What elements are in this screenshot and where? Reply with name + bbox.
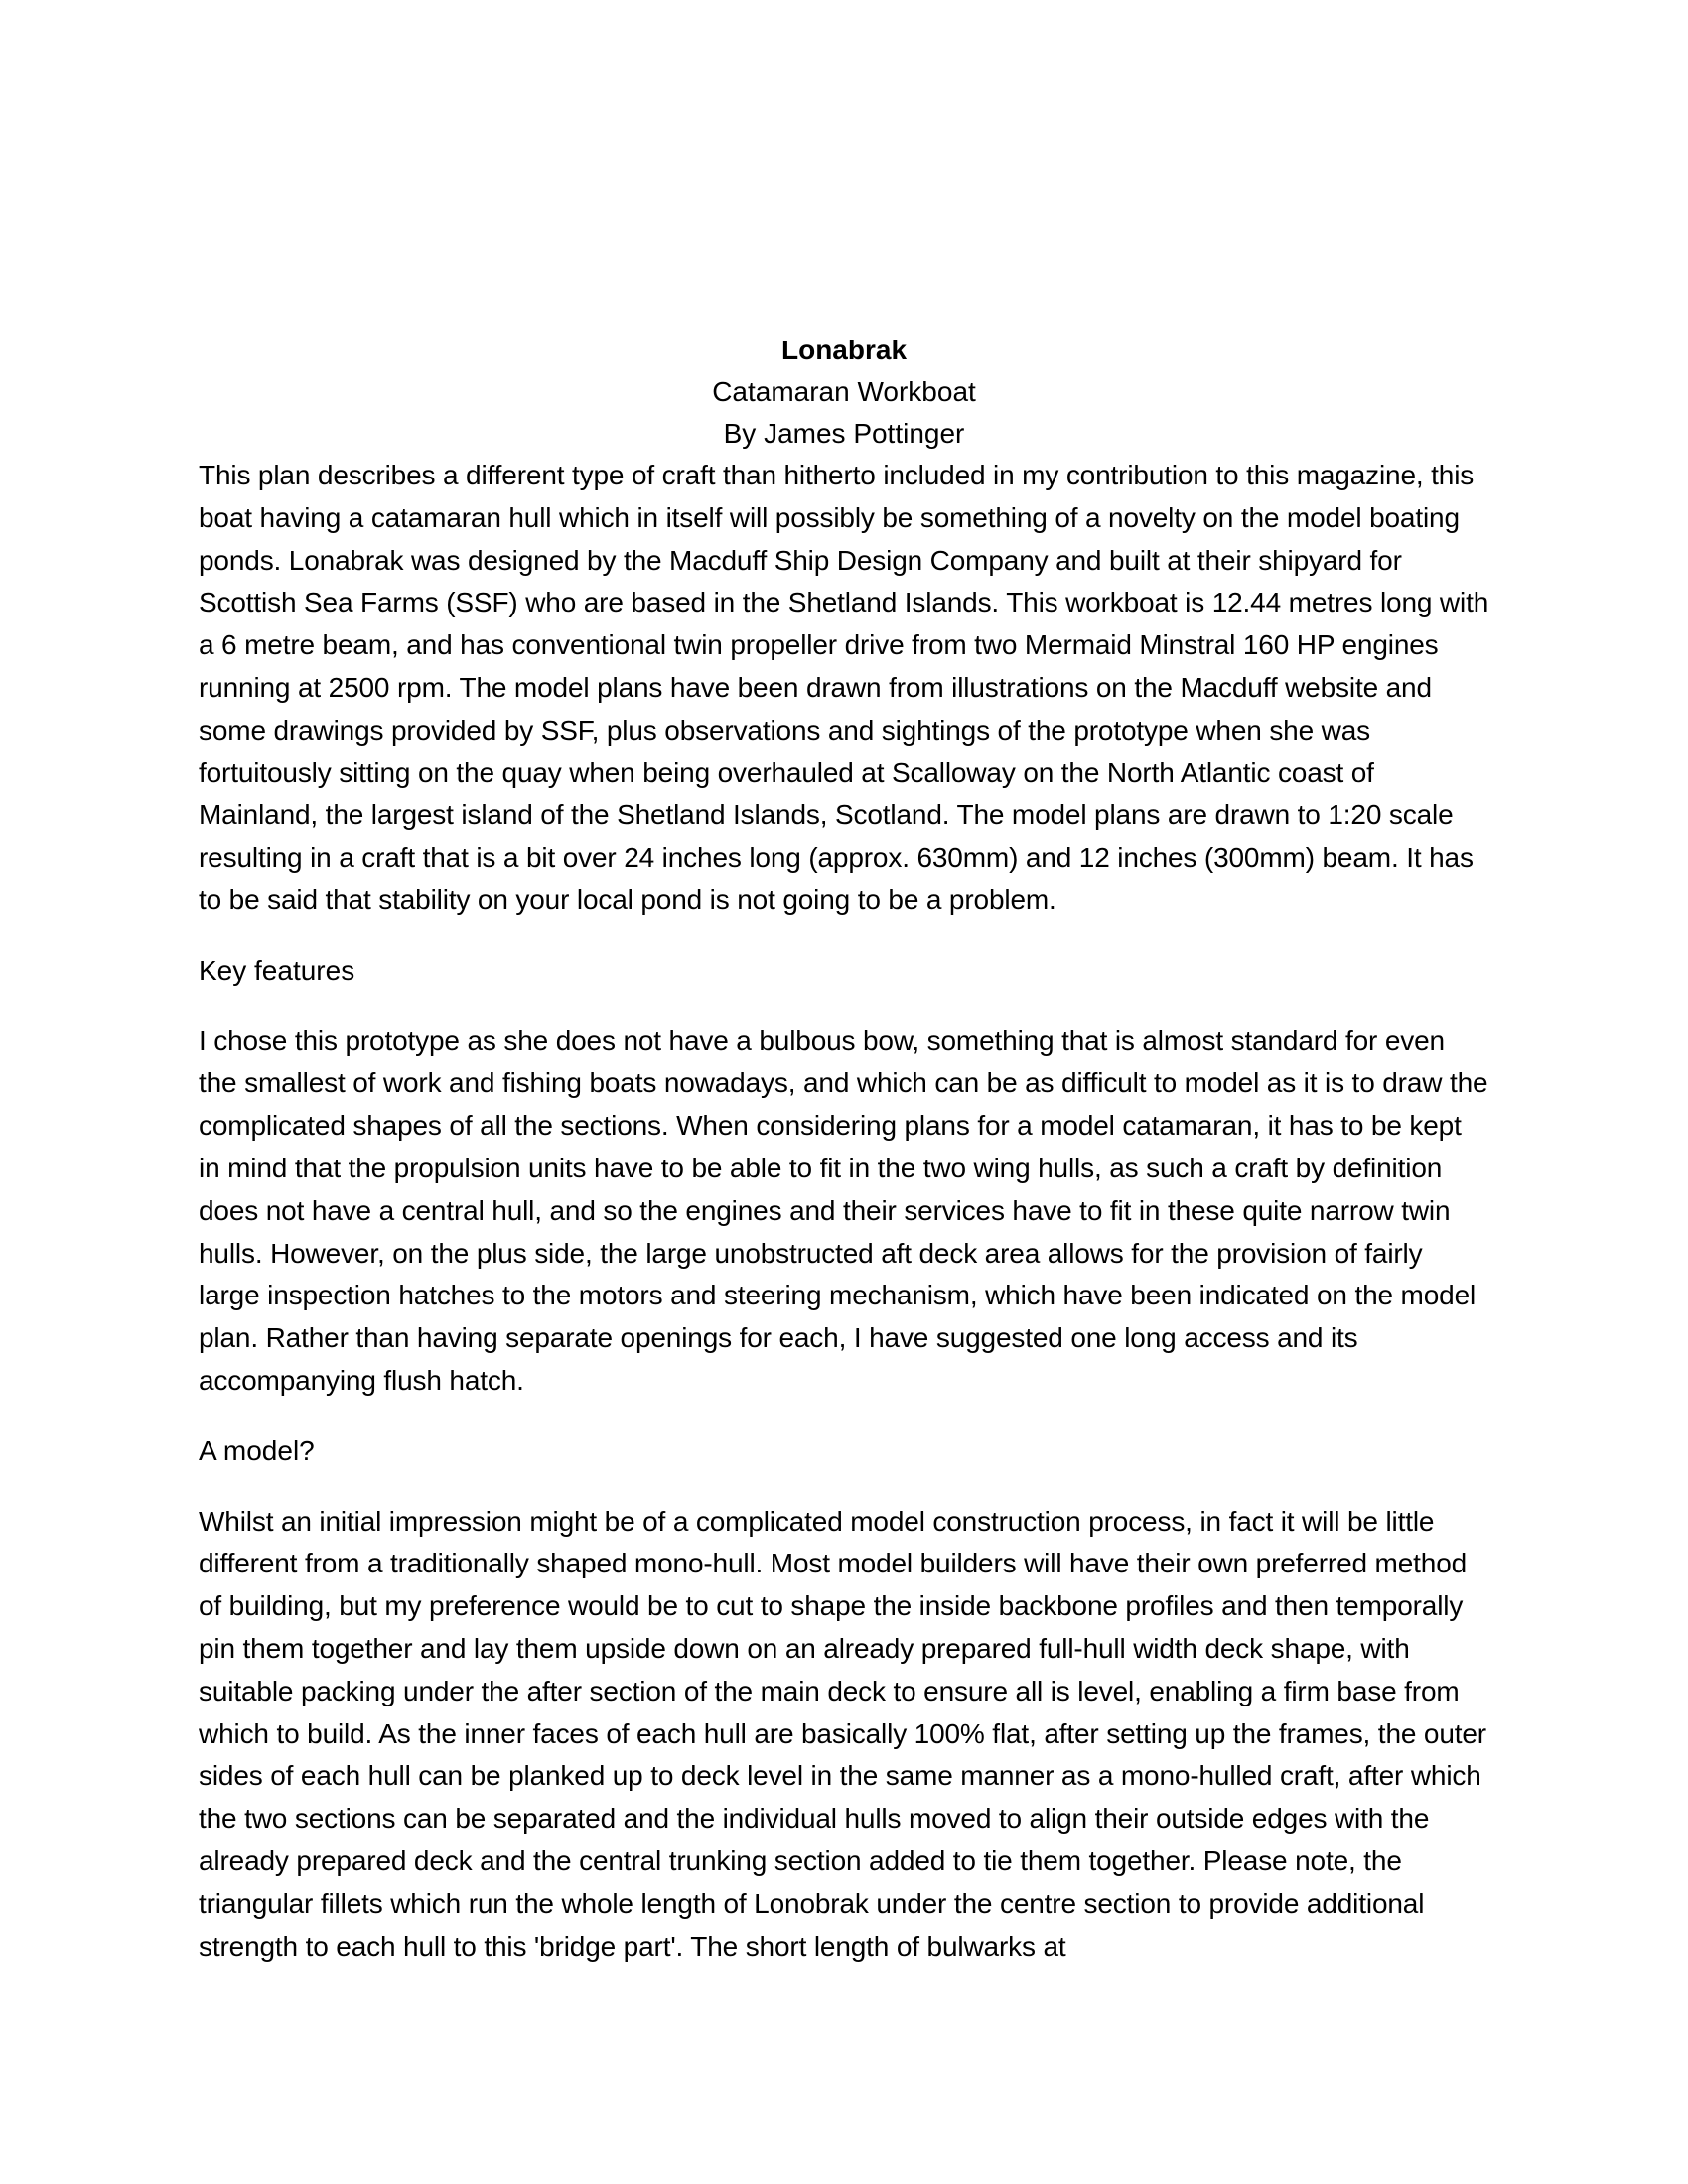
document-body xyxy=(199,330,1489,1995)
document-byline: By James Pottinger xyxy=(723,418,965,449)
a-model-paragraph: Whilst an initial impression might be of a complicated model construction process, in fact it will be little different from a traditionally shaped mono-hull. Most model builders will have their own preferred method of building, but my preference would be to cut to shape the inside backbone profiles and then temporally pin them together and lay them upside down on an already prepared full-hull width deck shape, with suitable packing under the after section of the main deck to ensure all is level, enabling a firm base from which to build. As the inner faces of each hull are basically 100% flat, after setting up the frames, the outer sides of each hull can be planked up to deck level in the same manner as a mono-hulled craft, after which the two sections can be separated and the individual hulls moved to align their outside edges with the already prepared deck and the central trunking section added to tie them together. Please note, the triangular fillets which run the whole length of Lonobrak under the centre section to provide additional strength to each hull to this 'bridge part'. The short length of bulwarks at xyxy=(199,1505,1486,1962)
document-subtitle: Catamaran Workboat xyxy=(712,376,976,407)
section-heading-a-model: A model? xyxy=(199,1434,315,1466)
section-heading-key-features: Key features xyxy=(199,954,355,986)
key-features-paragraph: I chose this prototype as she does not have a bulbous bow, something that is almost standard for even the smallest of work and fishing boats nowadays, and which can be as difficult to model as it is to draw the complicated shapes of all the sections. When considering plans for a model catamaran, it has to be kept in mind that the propulsion units have to be able to fit in the two wing hulls, as such a craft by definition does not have a central hull, and so the engines and their services have to fit in these quite narrow twin hulls. However, on the plus side, the large unobstructed aft deck area allows for the provision of fairly large inspection hatches to the motors and steering mechanism, which have been indicated on the model plan. Rather than having separate openings for each, I have suggested one long access and its accompanying flush hatch. xyxy=(199,1024,1488,1396)
intro-paragraph: This plan describes a different type of craft than hitherto included in my contribution to this magazine, this boat having a catamaran hull which in itself will possibly be something of a novelty on the model boating ponds. Lonabrak was designed by the Macduff Ship Design Company and built at their shipyard for Scottish Sea Farms (SSF) who are based in the Shetland Islands. This workboat is 12.44 metres long with a 6 metre beam, and has conventional twin propeller drive from two Mermaid Minstral 160 HP engines running at 2500 rpm. The model plans have been drawn from illustrations on the Macduff website and some drawings provided by SSF, plus observations and sightings of the prototype when she was fortuitously sitting on the quay when being overhauled at Scalloway on the North Atlantic coast of Mainland, the largest island of the Shetland Islands, Scotland. The model plans are drawn to 1:20 scale resulting in a craft that is a bit over 24 inches long (approx. 630mm) and 12 inches (300mm) beam. It has to be said that stability on your local pond is not going to be a problem. xyxy=(199,460,1489,915)
document-title: Lonabrak xyxy=(780,335,908,365)
